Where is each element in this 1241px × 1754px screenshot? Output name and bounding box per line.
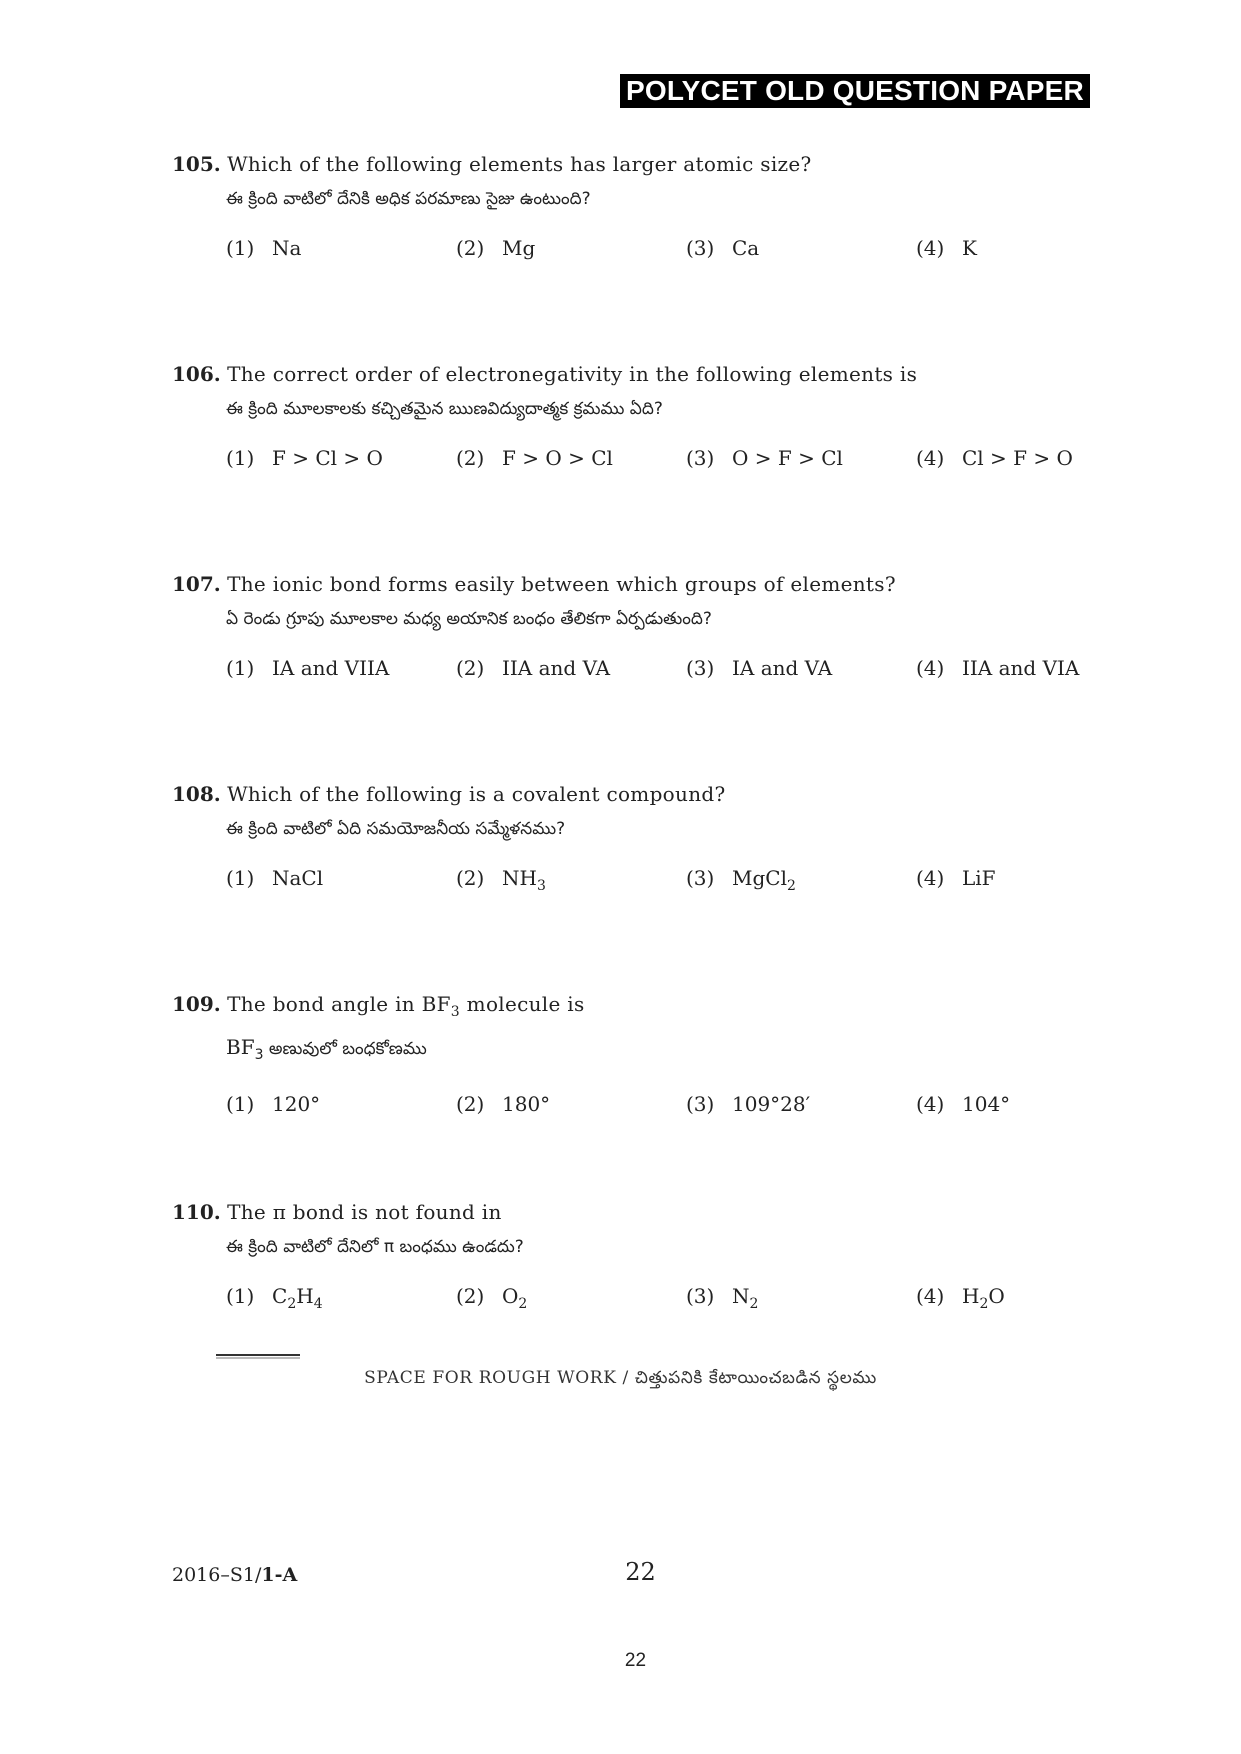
formula-part: C bbox=[272, 1284, 288, 1308]
option-3 bbox=[686, 866, 796, 894]
formula-part: N bbox=[732, 1284, 750, 1308]
option-3 bbox=[686, 1284, 758, 1312]
question-number: 110. bbox=[172, 1200, 221, 1224]
option-text: IIA and VA bbox=[502, 656, 611, 680]
option-text: Cl > F > O bbox=[962, 446, 1073, 470]
option-4 bbox=[916, 1284, 1005, 1312]
option-text: 109°28′ bbox=[732, 1092, 811, 1116]
option-text: F > O > Cl bbox=[502, 446, 613, 470]
option-text: 120° bbox=[272, 1092, 321, 1116]
question-number: 108. bbox=[172, 782, 221, 806]
option-1 bbox=[226, 446, 383, 470]
option-text: Ca bbox=[732, 236, 760, 260]
option-4 bbox=[916, 656, 1079, 680]
option-text: IA and VIIA bbox=[272, 656, 390, 680]
option-text: LiF bbox=[962, 866, 996, 890]
option-text: 104° bbox=[962, 1092, 1011, 1116]
option-number: (2) bbox=[456, 236, 485, 260]
formula-part: O bbox=[502, 1284, 519, 1308]
answer-options bbox=[172, 656, 1122, 686]
option-number: (3) bbox=[686, 1284, 715, 1308]
question-text: Which of the following is a covalent compound? bbox=[227, 782, 726, 806]
question-text: The correct order of electronegativity in the following elements is bbox=[227, 362, 918, 386]
formula-subscript: 2 bbox=[979, 1296, 989, 1312]
option-4 bbox=[916, 1092, 1010, 1116]
question-106 bbox=[172, 360, 1122, 476]
question-110 bbox=[172, 1198, 1122, 1314]
option-3 bbox=[686, 656, 832, 680]
question-number: 105. bbox=[172, 152, 221, 176]
option-number: (4) bbox=[916, 866, 945, 890]
paper-banner: POLYCET OLD QUESTION PAPER bbox=[620, 74, 1090, 108]
option-2 bbox=[456, 866, 546, 894]
question-text-post: molecule is bbox=[460, 992, 585, 1016]
option-number: (3) bbox=[686, 866, 715, 890]
option-number: (2) bbox=[456, 1284, 485, 1308]
option-3 bbox=[686, 236, 759, 260]
option-number: (3) bbox=[686, 236, 715, 260]
option-2 bbox=[456, 1284, 527, 1312]
option-text: NaCl bbox=[272, 866, 324, 890]
question-text-telugu bbox=[172, 1034, 1122, 1068]
option-3 bbox=[686, 1092, 810, 1116]
option-text: Mg bbox=[502, 236, 536, 260]
question-number: 109. bbox=[172, 992, 221, 1016]
option-text: NH bbox=[502, 866, 537, 890]
formula-subscript: 4 bbox=[313, 1296, 323, 1312]
question-te-post: అణువులో బంధకోణము bbox=[263, 1039, 427, 1059]
option-number: (4) bbox=[916, 446, 945, 470]
question-109 bbox=[172, 990, 1122, 1122]
option-number: (1) bbox=[226, 1284, 255, 1308]
answer-options bbox=[172, 446, 1122, 476]
option-number: (2) bbox=[456, 656, 485, 680]
option-4 bbox=[916, 236, 977, 260]
option-number: (3) bbox=[686, 656, 715, 680]
option-number: (1) bbox=[226, 866, 255, 890]
option-number: (1) bbox=[226, 236, 255, 260]
option-2 bbox=[456, 236, 535, 260]
question-text-telugu: ఈ క్రింది వాటిలో దేనిలో π బంధము ఉండదు? bbox=[226, 1237, 524, 1257]
option-text: IA and VA bbox=[732, 656, 833, 680]
option-2 bbox=[456, 656, 610, 680]
answer-options bbox=[172, 236, 1122, 266]
question-te-subscript: 3 bbox=[254, 1047, 264, 1063]
option-number: (4) bbox=[916, 1284, 945, 1308]
answer-options bbox=[172, 866, 1122, 896]
option-number: (1) bbox=[226, 446, 255, 470]
option-1 bbox=[226, 656, 389, 680]
option-number: (2) bbox=[456, 866, 485, 890]
option-2 bbox=[456, 1092, 550, 1116]
formula-part: O bbox=[988, 1284, 1005, 1308]
option-1 bbox=[226, 1092, 320, 1116]
option-number: (3) bbox=[686, 446, 715, 470]
question-subscript: 3 bbox=[450, 1004, 461, 1020]
formula-subscript: 2 bbox=[749, 1296, 759, 1312]
question-text: The ionic bond forms easily between which groups of elements? bbox=[227, 572, 896, 596]
paper-code-prefix: 2016–S1/ bbox=[172, 1564, 262, 1586]
option-3 bbox=[686, 446, 843, 470]
option-number: (4) bbox=[916, 1092, 945, 1116]
formula-part: H bbox=[296, 1284, 314, 1308]
question-text: The π bond is not found in bbox=[227, 1200, 502, 1224]
option-4 bbox=[916, 866, 996, 890]
question-text bbox=[227, 992, 585, 1020]
option-text: 180° bbox=[502, 1092, 551, 1116]
divider-rule bbox=[216, 1354, 300, 1356]
question-text-telugu: ఈ క్రింది వాటిలో దేనికి అధిక పరమాణు సైజు ఉంటుంది? bbox=[226, 189, 591, 209]
question-108 bbox=[172, 780, 1122, 896]
option-number: (3) bbox=[686, 1092, 715, 1116]
paper-code-set: 1-A bbox=[261, 1564, 298, 1586]
option-2 bbox=[456, 446, 613, 470]
option-4 bbox=[916, 446, 1073, 470]
option-text: MgCl bbox=[732, 866, 787, 890]
printed-page-number: 22 bbox=[625, 1558, 656, 1586]
question-text-pre: The bond angle in BF bbox=[227, 992, 451, 1016]
formula-subscript: 2 bbox=[518, 1296, 528, 1312]
option-1 bbox=[226, 1284, 323, 1312]
question-107 bbox=[172, 570, 1122, 686]
option-subscript: 2 bbox=[786, 878, 796, 894]
option-1 bbox=[226, 236, 301, 260]
question-text: Which of the following elements has larger atomic size? bbox=[227, 152, 812, 176]
option-number: (2) bbox=[456, 1092, 485, 1116]
option-text: K bbox=[962, 236, 977, 260]
question-number: 106. bbox=[172, 362, 221, 386]
pdf-page-number: 22 bbox=[624, 1650, 647, 1671]
option-number: (2) bbox=[456, 446, 485, 470]
option-number: (1) bbox=[226, 656, 255, 680]
option-text: IIA and VIA bbox=[962, 656, 1080, 680]
option-subscript: 3 bbox=[536, 878, 546, 894]
option-1 bbox=[226, 866, 323, 890]
option-number: (4) bbox=[916, 656, 945, 680]
answer-options bbox=[172, 1092, 1122, 1122]
question-text-telugu: ఈ క్రింది వాటిలో ఏది సమయోజనీయ సమ్మేళనము? bbox=[226, 819, 566, 839]
answer-options bbox=[172, 1284, 1122, 1314]
question-text-telugu: ఏ రెండు గ్రూపు మూలకాల మధ్య అయానిక బంధం తేలికగా ఏర్పడుతుంది? bbox=[226, 609, 712, 629]
question-105 bbox=[172, 150, 1122, 266]
formula-part: H bbox=[962, 1284, 980, 1308]
question-text-telugu: ఈ క్రింది మూలకాలకు కచ్చితమైన ఋణవిద్యుదాత్మక క్రమము ఏది? bbox=[226, 399, 663, 419]
option-text: F > Cl > O bbox=[272, 446, 383, 470]
option-text: Na bbox=[272, 236, 302, 260]
rough-work-label: SPACE FOR ROUGH WORK / చిత్తుపనికి కేటాయించబడిన స్థలము bbox=[364, 1368, 877, 1388]
option-text: O > F > Cl bbox=[732, 446, 843, 470]
question-number: 107. bbox=[172, 572, 221, 596]
option-number: (1) bbox=[226, 1092, 255, 1116]
option-number: (4) bbox=[916, 236, 945, 260]
formula-subscript: 2 bbox=[287, 1296, 297, 1312]
question-te-pre: BF bbox=[226, 1035, 255, 1059]
